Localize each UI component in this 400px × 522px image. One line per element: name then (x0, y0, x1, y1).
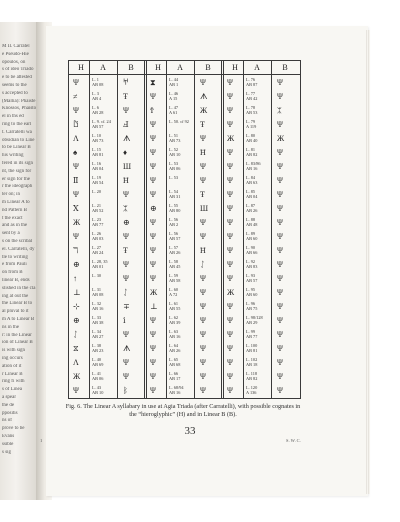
facing-page-line: linear B, ends (2, 278, 30, 283)
sign-label: L. 85 AB 04 (246, 189, 258, 199)
hieroglyphic-sign: Ж (227, 134, 235, 143)
sign-label: L. 99 AB 77 (246, 329, 258, 339)
sign-label: L. 28, 35 AB 01 (92, 259, 108, 269)
linear-b-sign: Ⅎ (123, 120, 129, 129)
facing-page-line: and as in the (2, 223, 28, 229)
linear-b-sign: Ψ (123, 106, 129, 115)
sign-label: L. 61 AB 55 (169, 301, 181, 311)
hieroglyphic-sign: Ψ (150, 232, 156, 241)
column-header: B (205, 63, 211, 72)
hieroglyphic-sign: ⊹ (73, 302, 80, 311)
sign-label: L. 16 AB 04 (92, 161, 104, 171)
sign-label: L. 20 (92, 189, 102, 194)
facing-page-line: er sign for the (2, 176, 30, 182)
linear-b-sign: Ψ (123, 330, 129, 339)
hieroglyphic-sign: Ψ (73, 162, 79, 171)
sign-label: L. 83/86 AB 16 (246, 161, 261, 171)
sign-label: L. 27 AB 24 (92, 245, 104, 255)
facing-page-line: ns of (2, 418, 12, 424)
hieroglyphic-sign: Ψ (227, 344, 233, 353)
sign-label: L. 64 AB 26 (169, 343, 181, 353)
sign-label: L. 10 AB 73 (92, 133, 104, 143)
hieroglyphic-sign: Ψ (73, 106, 79, 115)
facing-page-line: the Linear B to (2, 301, 33, 307)
linear-b-sign: Ψ (200, 302, 206, 311)
hieroglyphic-sign: Λ (73, 134, 79, 143)
sign-label: L. 43 AB 10 (92, 385, 104, 395)
sign-label: L. 80 AB 40 (246, 133, 258, 143)
linear-b-sign: ᗑ (200, 92, 208, 101)
linear-b-sign: Ψ (200, 232, 206, 241)
hieroglyphic-sign: Ψ (227, 204, 233, 213)
sign-label: L. 59 AB 58 (169, 273, 181, 283)
linear-b-sign: Ψ (123, 190, 129, 199)
sign-label: L. 30 (92, 273, 102, 278)
sign-label: L. 120 A 136 (246, 385, 258, 395)
linear-b-sign: ♦ (123, 148, 128, 157)
linear-b-sign: ᛯ (123, 204, 128, 213)
sign-label: L. 62 AB 39 (169, 315, 181, 325)
sign-label: L. 41 AB 06 (92, 371, 104, 381)
linear-b-sign: Ħ (200, 246, 206, 255)
facing-page-line: a spear (2, 395, 17, 400)
linear-b-sign: Ψ (123, 274, 129, 283)
facing-page-line: r Linear B (2, 371, 23, 377)
linear-b-sign: Ψ (200, 176, 206, 185)
facing-page-line: el. Carratelli, dy (2, 246, 35, 252)
linear-b-sign: Ψ (277, 162, 283, 171)
facing-page-line: s accepted to (2, 90, 28, 96)
hieroglyphic-sign: Ψ (227, 302, 233, 311)
linear-b-sign: Ψ (200, 274, 206, 283)
hieroglyphic-sign: ⧗ (150, 78, 156, 87)
sign-label: L. 31 AB 08 (92, 287, 104, 297)
sign-label: L. 32 AB 16 (92, 301, 104, 311)
table-header-row (69, 61, 300, 75)
facing-page-line: fered in its sign (2, 161, 33, 166)
sign-label: L. 34 AB 27 (92, 329, 104, 339)
facing-page-line: e to be attested (2, 75, 32, 81)
sign-label: L. 87 AB 26 (246, 203, 258, 213)
hieroglyphic-sign: Ψ (150, 358, 156, 367)
linear-b-sign: Ψ (277, 232, 283, 241)
facing-page-line: (Mallia): Phaiste (2, 98, 36, 104)
linear-b-sign: Ψ (123, 372, 129, 381)
page-edges (366, 30, 370, 494)
sign-label: L. 21 AB 52 (92, 203, 104, 213)
hieroglyphic-sign: Ⅹ (73, 204, 79, 213)
linear-b-sign: Ж (200, 106, 208, 115)
hieroglyphic-sign: Ψ (150, 316, 156, 325)
linear-b-sign: ᗑ (123, 344, 131, 353)
sign-label: L. 26 AB 03 (92, 231, 104, 241)
sign-label: L. 66 AB 17 (169, 371, 181, 381)
linear-b-sign: Ψ (277, 176, 283, 185)
sign-label: L. 81 AB 82 (246, 147, 258, 157)
linear-b-sign: Ψ (277, 78, 283, 87)
hieroglyphic-sign: Ж (227, 288, 235, 297)
linear-b-sign: Ψ (277, 260, 283, 269)
hieroglyphic-sign: Ж (73, 372, 81, 381)
linear-b-sign: Ħ (123, 176, 129, 185)
facing-page-line: nt, the sign for (2, 168, 32, 174)
sign-label: L. 100 AB 81 (246, 343, 258, 353)
linear-b-sign: Ψ (200, 78, 206, 87)
facing-page-line: ssible (2, 441, 14, 447)
facing-page-line: s of ideo Triado (2, 67, 34, 73)
facing-page-line: ppositis (2, 410, 18, 416)
hieroglyphic-sign: Ψ (227, 148, 233, 157)
linear-b-sign: ᛇ (123, 288, 128, 297)
facing-page-line: to be Linear B (2, 145, 31, 151)
hieroglyphic-sign: Ψ (150, 162, 156, 171)
linear-b-sign: Ψ (277, 190, 283, 199)
hieroglyphic-sign: Ψ (150, 274, 156, 283)
sign-label: L. 3 AB 4 (92, 91, 102, 101)
linear-b-sign: Ψ (277, 204, 283, 213)
hieroglyphic-sign: ⊥ (150, 302, 158, 311)
sign-label: L. 46 A 15 (169, 91, 179, 101)
column-header: A (100, 63, 106, 72)
sign-label: L. 38 AB 23 (92, 343, 104, 353)
facing-page-line: s on the scribal (2, 239, 33, 244)
hieroglyphic-sign: Ψ (150, 134, 156, 143)
sign-label: L. 56 AB 57 (169, 231, 181, 241)
syllabary-table (68, 60, 301, 399)
sign-label: L. 19 AB 54 (92, 175, 104, 185)
facing-page-line: nd Pattern B (2, 207, 27, 213)
facing-page-line: s sig (2, 449, 12, 455)
sign-label: L. 88 AB 48 (246, 217, 258, 227)
facing-page-line: r: in the Linear (2, 332, 32, 338)
hieroglyphic-sign: 𐀃 (73, 120, 79, 129)
column-header: H (78, 63, 84, 72)
hieroglyphic-sign: Ψ (227, 330, 233, 339)
hieroglyphic-sign: ⊥ (73, 288, 81, 297)
linear-b-sign: Ψ (277, 218, 283, 227)
hieroglyphic-sign: ↑ (73, 274, 77, 283)
sign-label: L. 15 AB 81 (92, 147, 104, 157)
sign-label: L. 33 AB 38 (92, 315, 104, 325)
facing-page-line: on from B (2, 270, 23, 276)
hieroglyphic-sign: Ψ (227, 274, 233, 283)
facing-page-footnote: 1 (40, 438, 43, 443)
sign-label: L. 1 AB 08 (92, 77, 104, 87)
sign-label: L. 92 AB 83 (246, 259, 258, 269)
facing-page-line: ing occurs (2, 356, 23, 361)
hieroglyphic-sign: Ψ (150, 120, 156, 129)
facing-page-line: m Linear A to (2, 200, 30, 205)
syllabary-entry (146, 384, 223, 401)
facing-page-line: seems to the (2, 83, 27, 88)
linear-b-sign: Ж (277, 134, 285, 143)
linear-b-sign: Ψ (277, 344, 283, 353)
facing-page-line: ter on; in (2, 192, 21, 198)
linear-b-sign: Ŧ (123, 246, 128, 255)
linear-b-sign: Ψ (200, 218, 206, 227)
hieroglyphic-sign: ⊕ (73, 316, 80, 325)
facing-page-line: obsidian to Line (2, 137, 35, 143)
column-header: H (155, 63, 161, 72)
hieroglyphic-sign: Ψ (73, 78, 79, 87)
sign-label: L. 6 AB 28 (92, 105, 104, 115)
facing-page-line: el in ths ed (2, 114, 24, 120)
sign-label: L. 84 AB 63 (246, 175, 258, 185)
facing-page-line: s of Linea (2, 387, 22, 393)
hieroglyphic-sign: Ψ (227, 92, 233, 101)
sign-label: L. 76 AB 87 (246, 77, 258, 87)
hieroglyphic-sign: Ψ (227, 190, 233, 199)
facing-page-line: his writing (2, 153, 24, 159)
sign-label: L. 63 AB 16 (169, 329, 181, 339)
hieroglyphic-sign: Ψ (227, 386, 233, 395)
sign-label: L. 53 AB 06 (169, 161, 181, 171)
figure-caption: Fig. 6. The Linear A syllabary in use at Agia Triada (after Carratelli), with possible cognates in the “hieroglyphic” (H) and in Linear B (B). (65, 403, 301, 418)
linear-b-sign: Ψ (200, 330, 206, 339)
linear-b-sign: Ψ (277, 316, 283, 325)
linear-b-sign: Ψ (277, 302, 283, 311)
hieroglyphic-sign: Ϯ (150, 106, 154, 115)
hieroglyphic-sign: Ψ (73, 386, 79, 395)
linear-b-sign: Ш (200, 204, 209, 213)
facing-page (0, 22, 43, 500)
hieroglyphic-sign: Ψ (227, 78, 233, 87)
facing-page-line: Evans (2, 434, 15, 439)
linear-b-sign: ᛯ (277, 106, 282, 115)
sign-label: L. 47 A 61 (169, 105, 179, 115)
hieroglyphic-sign: Ψ (227, 358, 233, 367)
linear-b-sign: Ħ (200, 148, 206, 157)
hieroglyphic-sign: Ψ (150, 246, 156, 255)
column-header: B (128, 63, 134, 72)
facing-page-line: slished in the cla (2, 285, 36, 291)
hieroglyphic-sign: ⊕ (73, 260, 80, 269)
hieroglyphic-sign: Ψ (227, 120, 233, 129)
column-header: A (254, 63, 260, 72)
sign-label: L. 55 AB 80 (169, 203, 181, 213)
hieroglyphic-sign: Ψ (150, 260, 156, 269)
facing-page-line: opoulos, on (2, 59, 26, 65)
linear-b-sign: Ψ (277, 246, 283, 255)
facing-page-line: prove to be (2, 426, 25, 432)
facing-page-line: sent by a (2, 231, 20, 237)
hieroglyphic-sign: Ψ (227, 246, 233, 255)
hieroglyphic-sign: Ψ (150, 386, 156, 395)
linear-b-sign: ᛇ (200, 260, 205, 269)
hieroglyphic-sign: Ψ (227, 372, 233, 381)
facing-page-line: al pluval to it (2, 309, 29, 315)
sign-label: L. 65 AB 68 (169, 357, 181, 367)
hieroglyphic-sign: Ψ (73, 232, 79, 241)
hieroglyphic-sign: Ψ (150, 176, 156, 185)
linear-b-sign: Ψ (277, 120, 283, 129)
linear-b-sign: 𐀀 (123, 78, 129, 87)
sign-label: L. 77 AB 42 (246, 91, 258, 101)
sign-label: L. 96 AB 75 (246, 301, 258, 311)
sign-label: L. 89 AB 60 (246, 231, 258, 241)
sign-label: L. 78 AB 53 (246, 105, 258, 115)
hieroglyphic-sign: ≠ (73, 92, 78, 101)
linear-b-sign: Ψ (123, 260, 129, 269)
facing-page-line: ns in the (2, 324, 19, 330)
hieroglyphic-sign: ♠ (73, 148, 78, 157)
hieroglyphic-sign: Ψ (150, 92, 156, 101)
linear-b-sign: Ψ (200, 316, 206, 325)
hieroglyphic-sign: Ψ (227, 316, 233, 325)
sign-label: L. 98/128 AB 29 (246, 315, 263, 325)
hieroglyphic-sign: ⊕ (150, 204, 157, 213)
linear-b-sign: Ψ (200, 344, 206, 353)
linear-b-sign: Ψ (277, 274, 283, 283)
facing-page-line: t the exact (2, 215, 23, 221)
facing-page-line: m A to Linear B (2, 317, 35, 322)
linear-b-sign: Ψ (200, 288, 206, 297)
linear-b-sign: ⊕ (123, 218, 130, 227)
hieroglyphic-sign: ⧖ (73, 344, 79, 353)
linear-b-sign: Ψ (200, 372, 206, 381)
hieroglyphic-sign: Ψ (150, 372, 156, 381)
linear-b-sign: Ψ (200, 358, 206, 367)
page-number: 33 (184, 425, 196, 437)
linear-b-sign: Ψ (277, 330, 283, 339)
facing-page-line: t. Carratelli wa (2, 129, 32, 135)
linear-b-sign: ⅰ (123, 316, 126, 325)
sign-label: L. 56 AB 2 (169, 217, 179, 227)
linear-b-sign: Ψ (277, 358, 283, 367)
linear-b-sign: Ψ (200, 386, 206, 395)
linear-b-sign: ᗑ (123, 134, 131, 143)
facing-page-line: ation of it (2, 363, 22, 369)
hieroglyphic-sign: Ψ (227, 176, 233, 185)
sign-label: L. 51 AB 73 (169, 133, 181, 143)
facing-page-line: e Pseudo-Hie (2, 51, 29, 57)
sign-label: L. 102 AB 18 (246, 357, 258, 367)
linear-b-sign: Ψ (277, 372, 283, 381)
sign-label: L. 23 AB 77 (92, 217, 104, 227)
syllabary-entry (223, 384, 300, 401)
linear-b-sign: ∓ (123, 302, 130, 311)
sign-label: L. 118 AB 82 (246, 371, 258, 381)
page-initials: S.W.C. (286, 438, 302, 443)
hieroglyphic-sign: Ψ (227, 106, 233, 115)
sign-label: L. 93 AB 57 (246, 273, 258, 283)
linear-b-sign: Ψ (123, 232, 129, 241)
hieroglyphic-sign: ℸ (73, 246, 79, 255)
syllabary-entry (69, 384, 146, 401)
hieroglyphic-sign: Ψ (227, 260, 233, 269)
linear-b-sign: ᛒ (123, 386, 128, 395)
hieroglyphic-sign: Λ (73, 358, 79, 367)
linear-b-sign: Ψ (277, 288, 283, 297)
sign-label: L. 53 (169, 175, 179, 180)
linear-b-sign: Ш (123, 162, 132, 171)
hieroglyphic-sign: Ψ (227, 232, 233, 241)
sign-label: L. 50. cf 92 (169, 119, 189, 124)
hieroglyphic-sign: Ψ (150, 218, 156, 227)
hieroglyphic-sign: Ψ (150, 344, 156, 353)
facing-page-line: r the ideograph (2, 184, 33, 190)
facing-page-line: e from Pauli (2, 262, 27, 268)
sign-label: L. 95 AB 60 (246, 287, 258, 297)
sign-label: L. 79 A 119 (246, 119, 257, 129)
facing-page-line: tle to writing (2, 254, 28, 260)
hieroglyphic-sign: Ψ (150, 190, 156, 199)
sign-label: L. 68/94 AB 16 (169, 385, 184, 395)
sign-label: L. 58 AB 45 (169, 259, 181, 269)
hieroglyphic-sign: Ψ (227, 218, 233, 227)
facing-page-line: M II. Carratel (2, 44, 30, 49)
linear-b-sign: Ψ (200, 162, 206, 171)
facing-page-line: ion of Linear B (2, 340, 33, 346)
hieroglyphic-sign: Ψ (150, 148, 156, 157)
sign-label: L. 60 A 72 (169, 287, 179, 297)
sign-label: L. 90 AB 66 (246, 245, 258, 255)
column-header: H (232, 63, 238, 72)
hieroglyphic-sign: Ψ (150, 330, 156, 339)
column-header: A (177, 63, 183, 72)
facing-page-line: ring fi with (2, 379, 25, 385)
hieroglyphic-sign: Ⅱ (73, 176, 79, 185)
linear-b-sign: Ψ (277, 386, 283, 395)
hieroglyphic-sign: Ψ (227, 162, 233, 171)
facing-page-line: ring to the earl (2, 122, 32, 127)
linear-b-sign: Ŧ (200, 120, 205, 129)
hieroglyphic-sign: Ψ (73, 190, 79, 199)
hieroglyphic-sign: ᛇ (73, 330, 78, 339)
linear-b-sign: Ψ (277, 148, 283, 157)
facing-page-line: Knossos, Phaisto (2, 106, 37, 112)
linear-b-sign: Ψ (200, 134, 206, 143)
sign-label: L. 9. cf. 24 AB 57 (92, 119, 111, 129)
linear-b-sign: Ŧ (200, 190, 205, 199)
facing-page-line: ing at out the (2, 293, 29, 299)
facing-page-line: is with sign (2, 348, 26, 354)
sign-label: L. 40 AB 69 (92, 357, 104, 367)
sign-label: L. 57 AB 26 (169, 245, 181, 255)
column-header: B (282, 63, 288, 72)
sign-label: L. 52 AB 10 (169, 147, 181, 157)
sign-label: L. 44 AB 1 (169, 77, 179, 87)
linear-b-sign: Ψ (123, 358, 129, 367)
linear-b-sign: Ψ (277, 92, 283, 101)
hieroglyphic-sign: Ж (150, 288, 158, 297)
hieroglyphic-sign: Ж (73, 218, 81, 227)
sign-label: L. 54 AB 31 (169, 189, 181, 199)
linear-b-sign: Ŧ (123, 92, 128, 101)
facing-page-line: the de (2, 402, 15, 408)
